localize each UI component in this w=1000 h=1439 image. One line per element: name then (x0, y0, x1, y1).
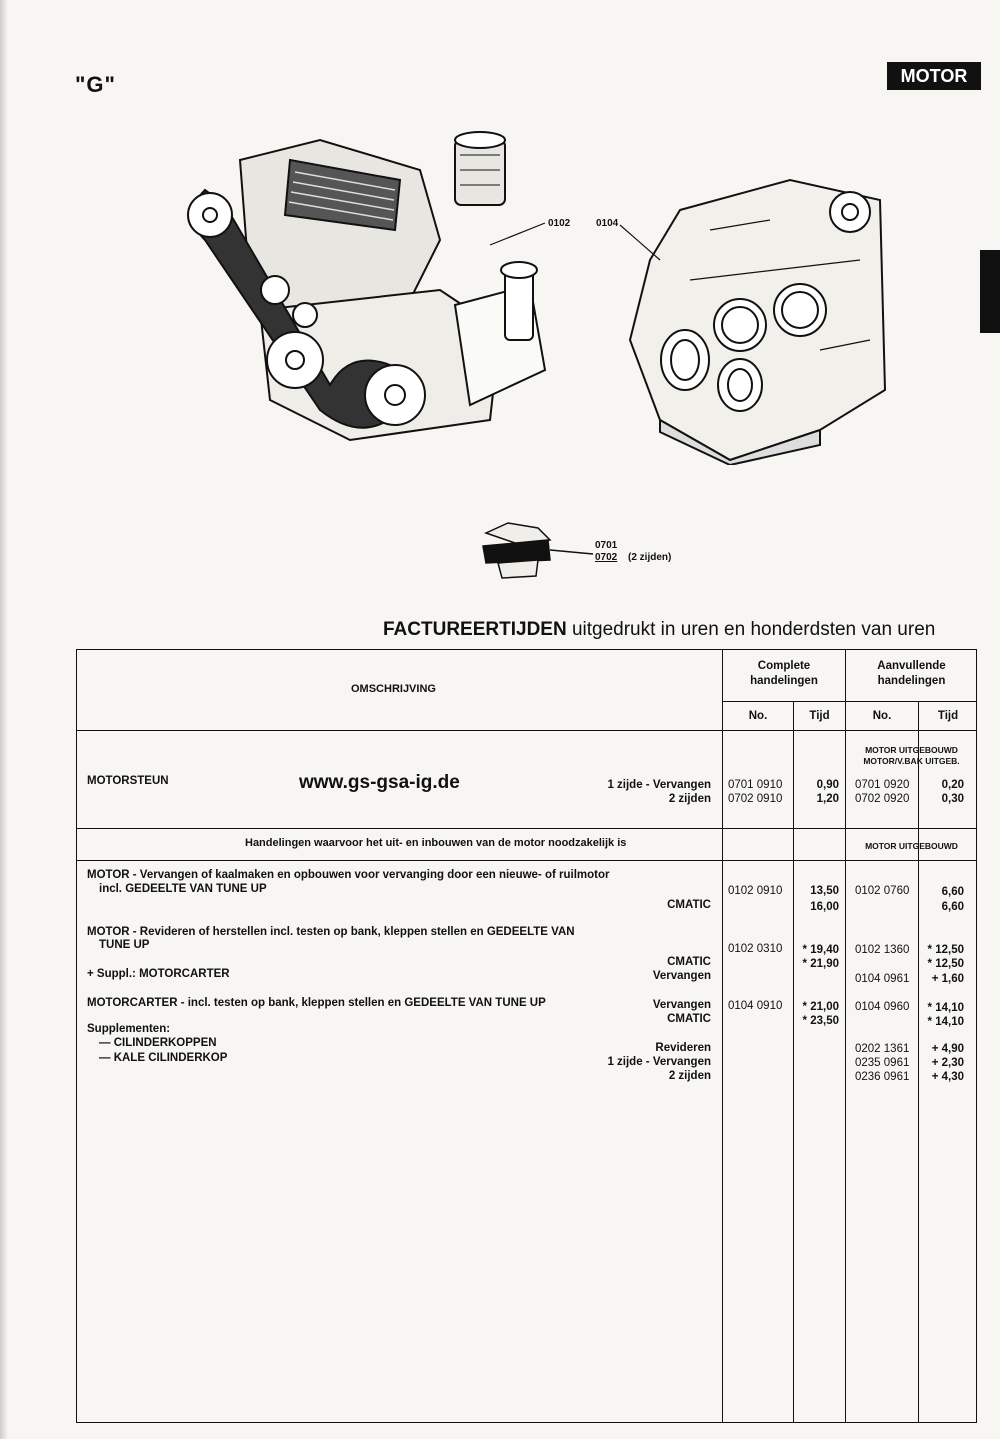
divider-col-complete (793, 701, 794, 1423)
row3-additional-no: 0104 0961 (855, 973, 910, 985)
divider-group-header (722, 701, 977, 702)
divider-section-2-header (77, 860, 977, 861)
col-complete-no: No. (748, 710, 768, 722)
col-complete-time: Tijd (809, 710, 830, 722)
col-additional-time: Tijd (937, 710, 959, 722)
callout-engine: 0102 (548, 218, 571, 229)
callout-mount-2-note: (2 zijden) (628, 552, 672, 563)
heading-bold: FACTUREERTIJDEN (383, 619, 567, 640)
row3-op: Vervangen (652, 970, 711, 982)
row4-additional-time-1: * 14,10 (927, 1002, 964, 1014)
row4-complete-no: 0104 0910 (728, 1000, 783, 1012)
divider-section-1 (77, 828, 977, 829)
row2-additional-time-2: * 12,50 (927, 958, 964, 970)
sec1-complete-no-2: 0702 0910 (728, 793, 783, 805)
sec1-additional-time-1: 0,20 (941, 779, 964, 791)
group-complete-line-1: Complete (757, 660, 811, 672)
website-url: www.gs-gsa-ig.de (299, 772, 460, 793)
row1-complete-no: 0102 0910 (728, 885, 783, 897)
sec1-additional-no-2: 0702 0920 (855, 793, 910, 805)
section-badge: MOTOR (887, 62, 981, 90)
row4-complete-time-1: * 21,00 (802, 1001, 839, 1013)
heading-rest: uitgedrukt in uren en honderdsten van uren (566, 619, 936, 640)
sec1-condition-1: MOTOR UITGEBOUWD (865, 745, 958, 755)
sec1-condition-2: MOTOR/V.BAK UITGEB. (863, 756, 960, 766)
sec1-complete-time-1: 0,90 (816, 779, 839, 791)
supp-op-3: 2 zijden (668, 1070, 711, 1082)
col-description-header: OMSCHRIJVING (351, 683, 436, 695)
sec1-additional-time-2: 0,30 (941, 793, 964, 805)
callout-mount-2: 0702 (595, 552, 618, 563)
row1-line-1: MOTOR - Vervangen of kaalmaken en opbouwen voor vervanging door een nieuwe- of ruilmotor (87, 869, 610, 881)
callout-leaders (480, 215, 670, 265)
row2-complete-time-1: * 19,40 (802, 944, 839, 956)
divider-col-description (722, 650, 723, 1423)
sec2-condition: MOTOR UITGEBOUWD (865, 841, 958, 851)
sec1-complete-no-1: 0701 0910 (728, 779, 783, 791)
row2-op: CMATIC (667, 956, 711, 968)
row1-complete-time-1: 13,50 (810, 885, 839, 897)
supp-additional-time-2: + 2,30 (931, 1057, 964, 1069)
group-additional-line-1: Aanvullende (877, 660, 946, 672)
divider-header (77, 730, 977, 731)
model-label: "G" (75, 72, 116, 97)
row4-line: MOTORCARTER - incl. testen op bank, kleppen stellen en GEDEELTE VAN TUNE UP (87, 997, 546, 1009)
supp-additional-time-3: + 4,30 (931, 1071, 964, 1083)
supp-op-1: Revideren (655, 1042, 711, 1054)
row2-additional-time-1: * 12,50 (927, 944, 964, 956)
supp-op-2: 1 zijde - Vervangen (607, 1056, 711, 1068)
supp-additional-no-2: 0235 0961 (855, 1057, 910, 1069)
supplement-1: — CILINDERKOPPEN (99, 1037, 217, 1049)
sec2-header: Handelingen waarvoor het uit- en inbouwen van de motor noodzakelijk is (245, 837, 627, 849)
sec1-op-2: 2 zijden (668, 793, 711, 805)
callout-crankcase: 0104 (596, 218, 619, 229)
row1-additional-no: 0102 0760 (855, 885, 910, 897)
supp-additional-no-1: 0202 1361 (855, 1043, 910, 1055)
row4-complete-time-2: * 23,50 (802, 1015, 839, 1027)
sec1-additional-no-1: 0701 0920 (855, 779, 910, 791)
row2-additional-no: 0102 1360 (855, 944, 910, 956)
callout-mount-1: 0701 (595, 540, 618, 551)
sec1-op-1: 1 zijde - Vervangen (607, 779, 711, 791)
row2-line-2: TUNE UP (99, 939, 150, 951)
row1-additional-time-1: 6,60 (941, 886, 964, 898)
supplement-2: — KALE CILINDERKOP (99, 1052, 228, 1064)
row4-op-1: Vervangen (652, 999, 711, 1011)
row2-line-1: MOTOR - Revideren of herstellen incl. testen op bank, kleppen stellen en GEDEELTE VAN (87, 926, 575, 938)
supp-additional-no-3: 0236 0961 (855, 1071, 910, 1083)
supplements-title: Supplementen: (87, 1023, 171, 1035)
engine-assembly-illustration (170, 120, 550, 450)
row3-text: + Suppl.: MOTORCARTER (87, 968, 230, 980)
sec1-title: MOTORSTEUN (87, 775, 169, 787)
section-tab-marker (980, 250, 1000, 333)
row1-additional-time-2: 6,60 (941, 901, 964, 913)
group-complete-line-2: handelingen (750, 675, 818, 687)
row1-line-2: incl. GEDEELTE VAN TUNE UP (99, 883, 267, 895)
page-edge-shadow (0, 0, 8, 1439)
row4-additional-time-2: * 14,10 (927, 1016, 964, 1028)
row4-additional-no: 0104 0960 (855, 1001, 910, 1013)
motor-mount-illustration (478, 518, 598, 580)
col-additional-no: No. (872, 710, 892, 722)
row3-additional-time: + 1,60 (931, 973, 964, 985)
labour-times-table (76, 649, 977, 1423)
group-additional-line-2: handelingen (877, 675, 946, 687)
row1-complete-time-2: 16,00 (810, 901, 839, 913)
row4-op-2: CMATIC (667, 1013, 711, 1025)
row2-complete-no: 0102 0310 (728, 943, 783, 955)
sec1-complete-time-2: 1,20 (816, 793, 839, 805)
supp-additional-time-1: + 4,90 (931, 1043, 964, 1055)
row2-complete-time-2: * 21,90 (802, 958, 839, 970)
row3-line (87, 968, 230, 980)
page-heading (383, 619, 935, 641)
row1-op: CMATIC (667, 899, 711, 911)
